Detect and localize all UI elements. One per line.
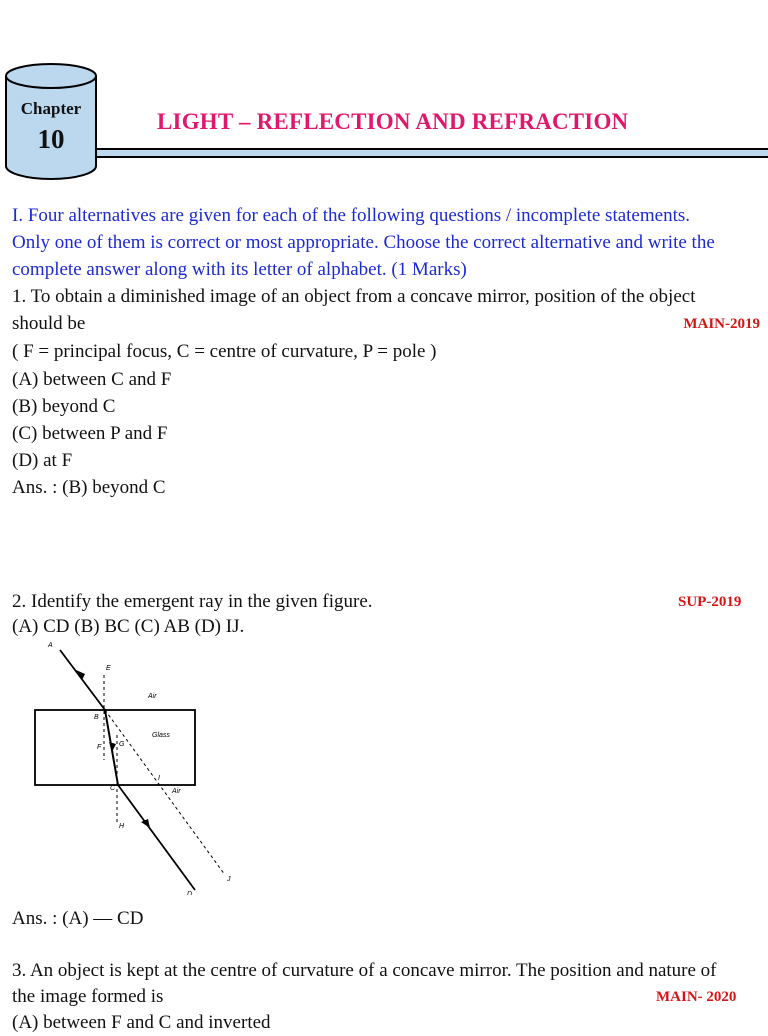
- refraction-glass-slab-figure: [30, 640, 250, 895]
- q1-text-line-1: 1. To obtain a diminished image of an object from a concave mirror, position of the object: [12, 286, 696, 307]
- chapter-number: 10: [37, 124, 65, 154]
- label-g: G: [119, 741, 125, 748]
- glass-slab: [35, 710, 195, 785]
- label-b: B: [94, 714, 99, 721]
- q3-text-line-2: the image formed is: [12, 986, 164, 1007]
- q1-option-b: (B) beyond C: [12, 396, 116, 417]
- label-a: A: [48, 642, 53, 649]
- label-air-top: Air: [148, 693, 157, 700]
- instructions-line-1: I. Four alternatives are given for each of the following questions / incomplete statements.: [12, 205, 690, 226]
- emergent-ray: [118, 785, 195, 890]
- q1-option-a: (A) between C and F: [12, 369, 172, 390]
- label-h: H: [119, 823, 125, 830]
- label-j: J: [227, 876, 231, 883]
- q3-exam-tag: MAIN- 2020: [656, 989, 737, 1005]
- q2-exam-tag: SUP-2019: [678, 594, 742, 610]
- q1-text-line-2: should be: [12, 313, 86, 334]
- q1-option-d: (D) at F: [12, 450, 73, 471]
- q1-answer: Ans. : (B) beyond C: [12, 477, 166, 498]
- emergent-ray-arrow: [141, 819, 150, 828]
- label-air-bottom: Air: [172, 788, 181, 795]
- title-underline: [97, 148, 768, 158]
- label-d: D: [187, 891, 193, 895]
- incident-ray: [60, 650, 105, 710]
- refracted-ray-arrow: [109, 742, 116, 752]
- q2-answer: Ans. : (A) — CD: [12, 908, 144, 929]
- q3-option-a: (A) between F and C and inverted: [12, 1012, 271, 1033]
- q3-text-line-1: 3. An object is kept at the centre of curvature of a concave mirror. The position and nature of: [12, 960, 717, 981]
- label-e: E: [106, 665, 111, 672]
- label-f: F: [97, 744, 102, 751]
- label-c: C: [110, 785, 116, 792]
- instructions-line-2: Only one of them is correct or most appropriate. Choose the correct alternative and write the: [12, 232, 715, 253]
- q1-exam-tag: MAIN-2019: [683, 316, 760, 332]
- label-glass: Glass: [152, 732, 170, 739]
- instructions-line-3: complete answer along with its letter of alphabet. (1 Marks): [12, 259, 467, 280]
- chapter-title: LIGHT – REFLECTION AND REFRACTION: [157, 109, 629, 134]
- q2-options: (A) CD (B) BC (C) AB (D) IJ.: [12, 616, 245, 637]
- label-i: I: [158, 775, 160, 782]
- chapter-label: Chapter: [20, 99, 82, 118]
- q2-question: 2. Identify the emergent ray in the given figure.: [12, 591, 373, 612]
- q1-note: ( F = principal focus, C = centre of curvature, P = pole ): [12, 341, 437, 362]
- chapter-badge-cylinder: [4, 62, 98, 182]
- q1-option-c: (C) between P and F: [12, 423, 168, 444]
